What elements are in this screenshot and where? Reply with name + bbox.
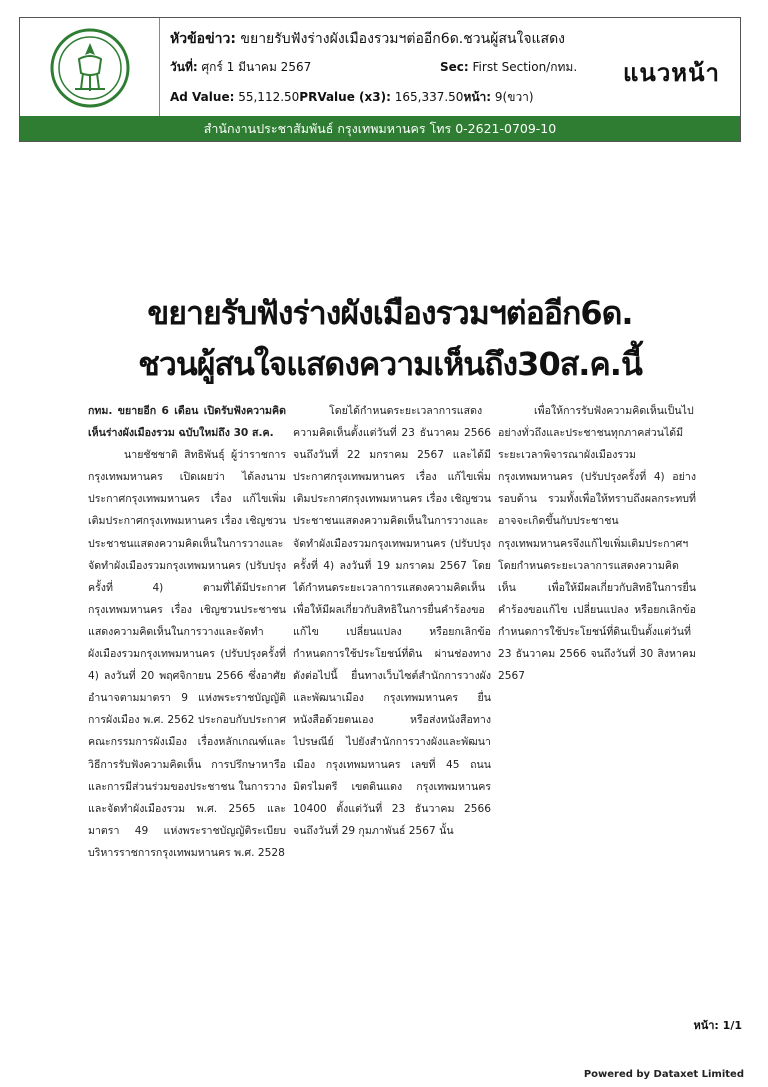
headline-line-1: ขยายรับฟังร่างผังเมืองรวมฯต่ออีก6ด. — [147, 294, 633, 332]
bma-seal-icon — [49, 27, 131, 109]
article-lead: กทม. ขยายอีก 6 เดือน เปิดรับฟังความคิดเห็นร่างผังเมืองรวม ฉบับใหม่ถึง 30 ส.ค. — [88, 405, 286, 440]
article-paragraph-3: เพื่อให้การรับฟังความคิดเห็นเป็นไปอย่างทั่วถึงและประชาชนทุกภาคส่วนได้มีระยะเวลาพิจารณาผังเมืองรวมกรุงเทพมหานคร (ปรับปรุงครั้งที่ 4) อย่างรอบด้าน รวมทั้งเพื่อให้ทราบถึงผลกระทบที่อาจจะเกิดขึ้นกับประชาชน กรุงเทพมหานครจึงแก้ไขเพิ่มเติมประกาศฯ โดยกำหนดระยะเวลาการแสดงความคิดเห็น เพื่อให้มีผลเกี่ยวกับสิทธิในการยื่นคำร้องขอแก้ไข เปลี่ยนแปลง หรือยกเลิกข้อกำหนดการใช้ประโยชน์ที่ดินเป็นตั้งแต่วันที่ 23 ธันวาคม 2566 จนถึงวันที่ 30 สิงหาคม 2567 — [498, 405, 696, 683]
section-info — [440, 58, 577, 77]
clipping-meta — [170, 18, 620, 118]
page-value: 9(ขวา) — [494, 90, 534, 104]
agency-bar — [20, 116, 740, 141]
newspaper-name: แนวหน้า — [622, 59, 720, 87]
article-paragraph-2: โดยได้กำหนดระยะเวลาการแสดงความคิดเห็นตั้งแต่วันที่ 23 ธันวาคม 2566 จนถึงวันที่ 22 มกราคม 2567 และได้มีประกาศกรุงเทพมหานคร เรื่อง แก้ไขเพิ่มเติมประกาศกรุงเทพมหานคร เรื่อง เชิญชวนประชาชนแสดงความคิดเห็นในการวางและจัดทำผังเมืองรวมกรุงเทพมหานคร (ปรับปรุงครั้งที่ 4) ลงวันที่ 19 มกราคม 2567 โดยได้กำหนดระยะเวลาการแสดงความคิดเห็น เพื่อให้มีผลเกี่ยวกับสิทธิในการยื่นคำร้องขอแก้ไข เปลี่ยนแปลง หรือยกเลิกข้อกำหนดการใช้ประโยชน์ที่ดิน ผ่านช่องทาง ดังต่อไปนี้ ยื่นทางเว็บไซต์สำนักการวางผังและพัฒนาเมือง กรุงเทพมหานคร ยื่นหนังสือด้วยตนเอง หรือส่งหนังสือทางไปรษณีย์ ไปยังสำนักการวางผังและพัฒนาเมือง กรุงเทพมหานคร เลขที่ 45 ถนนมิตรไมตรี เขตดินแดง กรุงเทพมหานคร 10400 ตั้งแต่วันที่ 23 ธันวาคม 2566 จนถึงวันที่ 29 กุมภาพันธ์ 2567 นั้น — [293, 405, 491, 837]
powered-by: Powered by Dataxet Limited — [583, 1069, 744, 1080]
article-headline — [80, 288, 700, 390]
page-count: หน้า: 1/1 — [693, 1019, 742, 1032]
pr-value: 165,337.50 — [394, 90, 464, 104]
agency-text: สำนักงานประชาสัมพันธ์ กรุงเทพมหานคร โทร 0-2621-0709-10 — [203, 120, 557, 136]
date-row — [170, 58, 610, 77]
ad-value: 55,112.50 — [238, 90, 300, 104]
clipping-header — [19, 17, 741, 142]
article-column-1 — [88, 400, 286, 920]
value-row — [170, 88, 534, 107]
date-label: วันที่: — [170, 60, 198, 74]
ad-value-label: Ad Value: — [170, 90, 235, 104]
headline-line-2: ชวนผู้สนใจแสดงความเห็นถึง30ส.ค.นี้ — [138, 345, 642, 383]
article-column-2 — [293, 400, 491, 920]
bma-logo-cell — [20, 18, 160, 118]
page-label: หน้า: — [463, 90, 492, 104]
sec-label: Sec: — [440, 60, 469, 74]
headline-label: หัวข้อข่าว: — [170, 31, 236, 47]
pr-value-label: PRValue (x3): — [299, 90, 391, 104]
headline-value: ขยายรับฟังร่างผังเมืองรวมฯต่ออีก6ด.ชวนผู้สนใจแสดง — [240, 31, 566, 47]
article-column-3 — [498, 400, 696, 920]
sec-value: First Section/กทม. — [472, 60, 578, 74]
headline-row — [170, 28, 565, 50]
date-value: ศุกร์ 1 มีนาคม 2567 — [201, 60, 312, 74]
article-paragraph-1: นายชัชชาติ สิทธิพันธุ์ ผู้ว่าราชการกรุงเทพมหานคร เปิดเผยว่า ได้ลงนามประกาศกรุงเทพมหานคร เรื่อง แก้ไขเพิ่มเติมประกาศกรุงเทพมหานคร เรื่อง เชิญชวนประชาชนแสดงความคิดเห็นในการวางและจัดทำผังเมืองรวมกรุงเทพมหานคร (ปรับปรุงครั้งที่ 4) ตามที่ได้มีประกาศกรุงเทพมหานคร เรื่อง เชิญชวนประชาชนแสดงความคิดเห็นในการวางและจัดทำผังเมืองรวมกรุงเทพมหานคร (ปรับปรุงครั้งที่ 4) ลงวันที่ 20 พฤศจิกายน 2566 ซึ่งอาศัยอำนาจตามมาตรา 9 แห่งพระราชบัญญัติการผังเมือง พ.ศ. 2562 ประกอบกับประกาศคณะกรรมการผังเมือง เรื่องหลักเกณฑ์และวิธีการรับฟังความคิดเห็น การปรึกษาหารือ และการมีส่วนร่วมของประชาชน ในการวางและจัดทำผังเมืองรวม พ.ศ. 2565 และมาตรา 49 แห่งพระราชบัญญัติระเบียบบริหารราชการกรุงเทพมหานคร พ.ศ. 2528 — [88, 449, 286, 859]
